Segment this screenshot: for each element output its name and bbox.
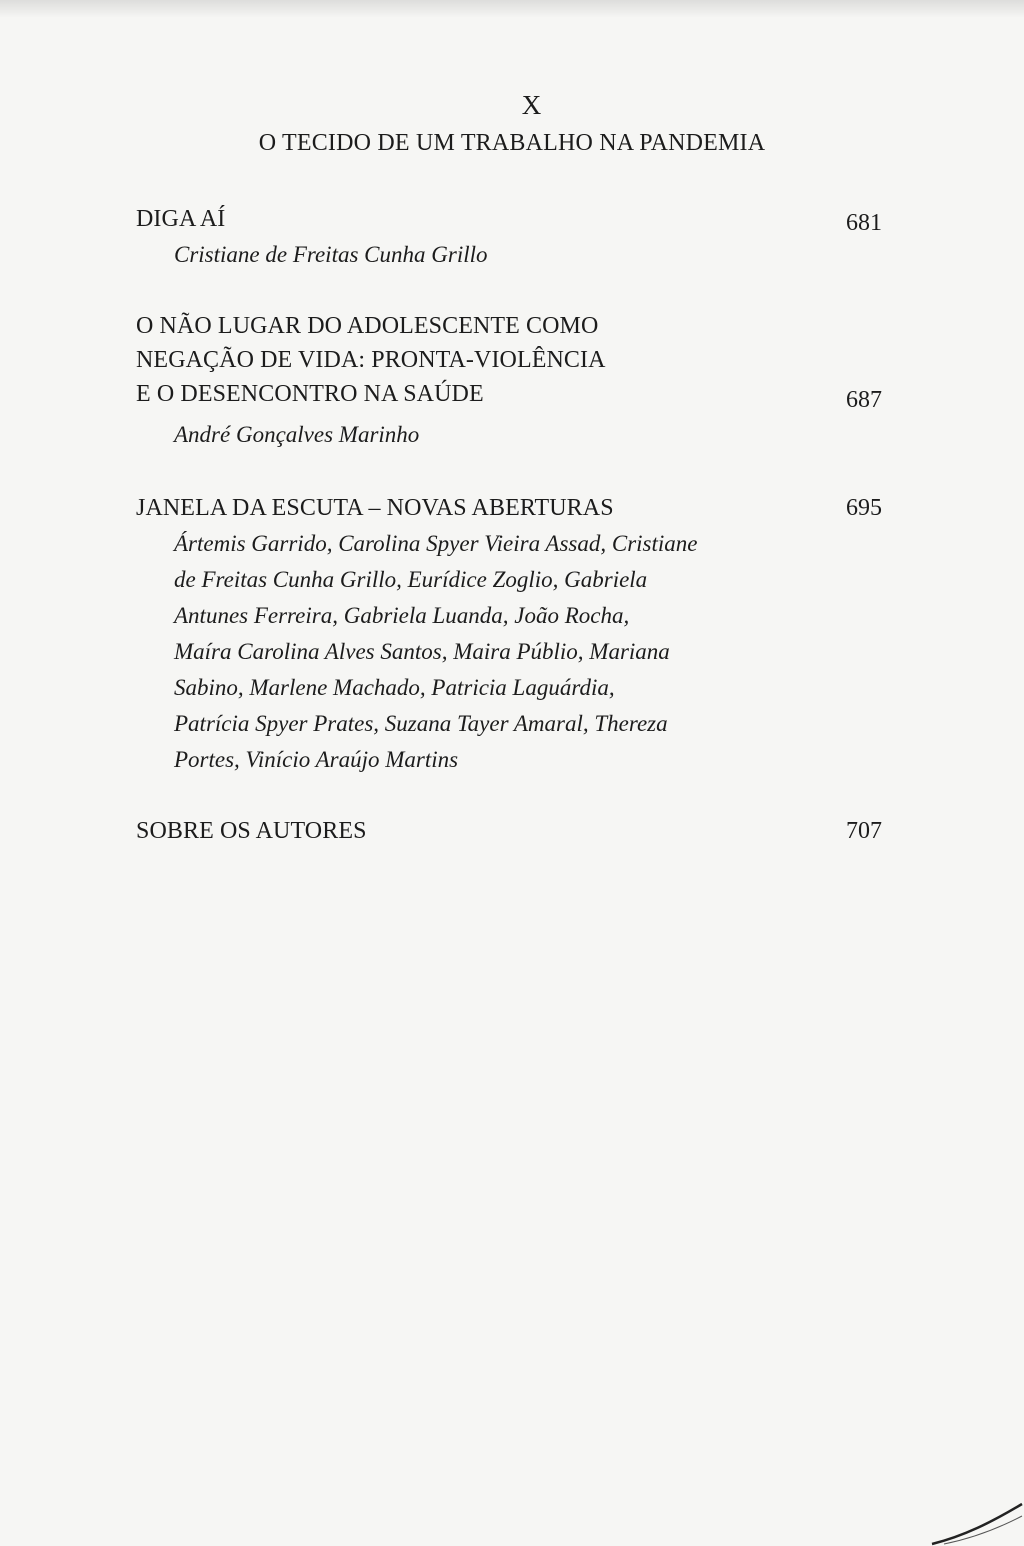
toc-entry-author-line: de Freitas Cunha Grillo, Eurídice Zoglio, Gabriela <box>174 567 648 592</box>
toc-entry-authors <box>174 237 488 273</box>
scan-edge-shadow <box>0 0 1024 18</box>
toc-entry-page-number: 681 <box>846 210 882 236</box>
toc-entry-author-line: Ártemis Garrido, Carolina Spyer Vieira Assad, Cristiane <box>174 531 698 556</box>
toc-entry-title <box>136 309 606 411</box>
toc-entry-author-line: Portes, Vinício Araújo Martins <box>174 747 459 772</box>
toc-entry-page-number: 707 <box>846 818 882 844</box>
toc-entry-author-line: Antunes Ferreira, Gabriela Luanda, João Rocha, <box>174 603 630 628</box>
toc-entry-author-line: Maíra Carolina Alves Santos, Maira Públio, Mariana <box>174 639 670 664</box>
toc-entry-title-line: E O DESENCONTRO NA SAÚDE <box>136 381 484 407</box>
toc-entry-authors <box>174 417 419 453</box>
toc-entry-authors <box>174 526 697 778</box>
toc-entry-title <box>136 491 614 525</box>
toc-entry-title-line: JANELA DA ESCUTA – NOVAS ABERTURAS <box>136 495 614 521</box>
toc-entry-author-line: Cristiane de Freitas Cunha Grillo <box>174 242 488 267</box>
toc-entry-page-number: 695 <box>846 495 882 521</box>
page-curl-mark <box>904 1486 1024 1546</box>
toc-entry-title-line: O NÃO LUGAR DO ADOLESCENTE COMO <box>136 313 599 339</box>
section-numeral: X <box>521 90 543 120</box>
toc-entry-title <box>136 814 367 848</box>
toc-entry-title-line: SOBRE OS AUTORES <box>136 818 367 844</box>
toc-entry-author-line: Patrícia Spyer Prates, Suzana Tayer Amaral, Thereza <box>174 711 668 736</box>
section-title: O TECIDO DE UM TRABALHO NA PANDEMIA <box>258 130 766 156</box>
toc-entry-author-line: André Gonçalves Marinho <box>174 422 420 447</box>
toc-entry-page-number: 687 <box>846 387 882 413</box>
toc-entry-title <box>136 202 225 236</box>
toc-entry-title-line: NEGAÇÃO DE VIDA: PRONTA-VIOLÊNCIA <box>136 347 606 373</box>
toc-entry-author-line: Sabino, Marlene Machado, Patricia Laguárdia, <box>174 675 615 700</box>
toc-entry-title-line: DIGA AÍ <box>136 206 226 232</box>
